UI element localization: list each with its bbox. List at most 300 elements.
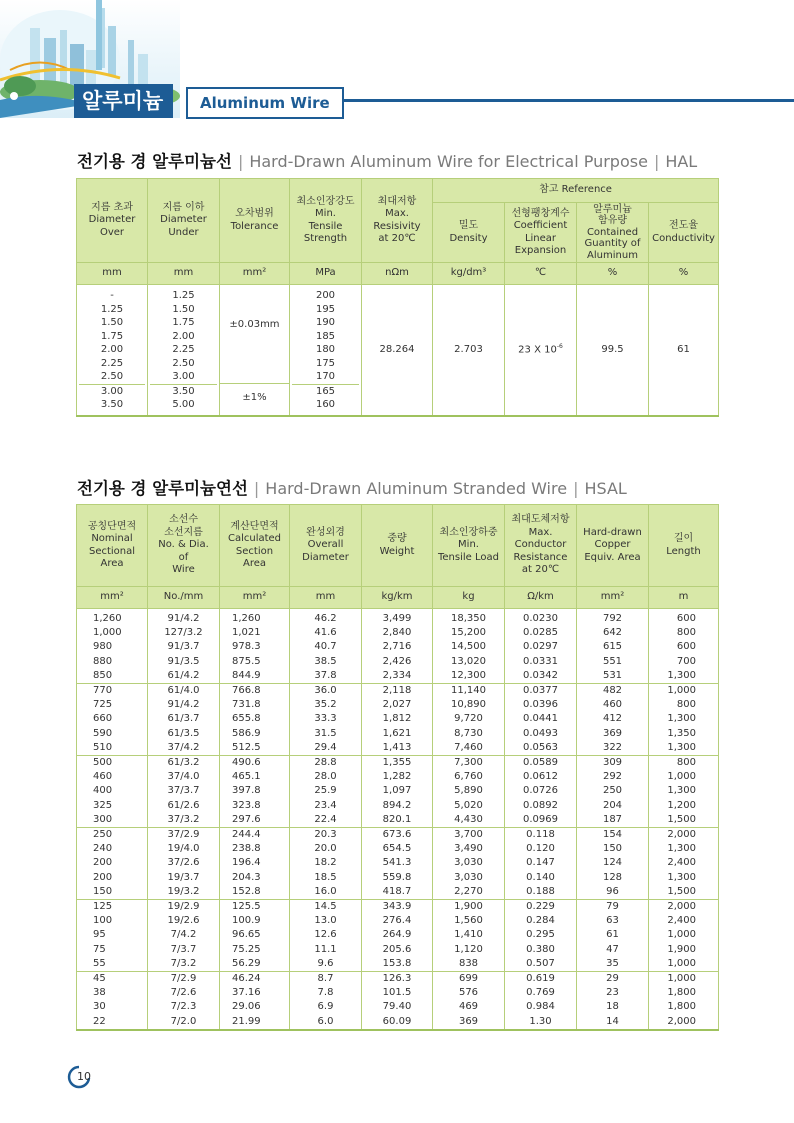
table-cell: 7/2.0 [148,1015,220,1030]
table-cell: 397.8 [220,784,290,798]
table-row [77,640,719,654]
table-row [77,756,719,771]
hal-header-aluminum: 알루미늄 함유량 Contained Guantity of Aluminum [577,203,649,263]
table-cell: 19/4.0 [148,842,220,856]
table-cell: 18.5 [290,871,362,885]
table-cell: 2,118 [362,684,433,699]
table-cell: 838 [433,957,505,972]
table-cell: 1,000 [649,972,719,987]
table-cell: 100 [77,914,148,928]
hal-cell: 195 [315,303,336,315]
table-cell: 23 [577,986,649,1000]
hal-header-density: 밀도 Density [433,203,505,263]
table-row [77,828,719,843]
table-cell: 1,097 [362,784,433,798]
table-cell: 323.8 [220,799,290,813]
table-cell: 79 [577,900,649,915]
hsal-header-resistance: 최대도체저항 Max. Conductor Resistance at 20℃ [505,505,577,587]
hsal-title-ko: 전기용 경 알루미늄연선 [77,479,248,498]
table-cell: 9.6 [290,957,362,972]
table-cell: 1,812 [362,712,433,726]
table-cell: 29.06 [220,1000,290,1014]
hal-conductivity: 61 [649,285,719,416]
hal-unit: nΩm [362,263,433,285]
table-cell: 875.5 [220,655,290,669]
table-cell: 0.140 [505,871,577,885]
table-cell: 41.6 [290,626,362,640]
table-cell: 541.3 [362,856,433,870]
table-cell: 205.6 [362,943,433,957]
table-cell: 14 [577,1015,649,1030]
table-cell: 850 [77,669,148,684]
table-cell: 46.24 [220,972,290,987]
table-cell: 3,700 [433,828,505,843]
table-row [77,900,719,915]
hal-dia-under-col [148,285,220,416]
table-cell: 2,400 [649,914,719,928]
hsal-section-title: 전기용 경 알루미늄연선 | Hard-Drawn Aluminum Stranded Wire | HSAL [77,479,627,498]
table-cell: 125 [77,900,148,915]
table-cell: 482 [577,684,649,699]
table-cell: 766.8 [220,684,290,699]
table-cell: 3,030 [433,871,505,885]
table-cell: 7,460 [433,741,505,756]
hsal-unit: No./mm [148,587,220,609]
table-cell: 0.147 [505,856,577,870]
table-cell: 6.0 [290,1015,362,1030]
hsal-title-code: HSAL [584,479,627,498]
hsal-unit: mm² [220,587,290,609]
table-cell: 0.0342 [505,669,577,684]
table-cell: 2,840 [362,626,433,640]
table-cell: 47 [577,943,649,957]
table-cell: 325 [77,799,148,813]
table-cell: 1.30 [505,1015,577,1030]
hal-cell: 165 [292,384,359,399]
table-cell: 642 [577,626,649,640]
hal-unit: mm [148,263,220,285]
hal-title-en: Hard-Drawn Aluminum Wire for Electrical Purpose [249,152,648,171]
table-row [77,655,719,669]
table-cell: 655.8 [220,712,290,726]
table-row [77,928,719,942]
hsal-unit: mm [290,587,362,609]
hsal-table [76,504,719,1031]
table-cell: 96 [577,885,649,900]
table-cell: 7/4.2 [148,928,220,942]
table-cell: 124 [577,856,649,870]
table-cell: 61/4.0 [148,684,220,699]
table-cell: 18.2 [290,856,362,870]
hal-expansion-base: 23 X 10 [518,344,557,356]
table-cell: 19/3.7 [148,871,220,885]
table-cell: 37/3.7 [148,784,220,798]
hal-cell: 185 [315,330,336,342]
table-cell: 37/4.0 [148,770,220,784]
table-cell: 2,716 [362,640,433,654]
table-cell: 1,300 [649,712,719,726]
table-cell: 7/2.3 [148,1000,220,1014]
hal-cell: 170 [315,371,336,382]
table-cell: 2,000 [649,828,719,843]
page-number: 10 [77,1070,91,1083]
table-row [77,813,719,828]
table-cell: 10,890 [433,698,505,712]
table-cell: 0.120 [505,842,577,856]
hal-header-resistivity: 최대저항 Max. Resisivity at 20℃ [362,179,433,263]
table-cell: 1,355 [362,756,433,771]
table-cell: 28.8 [290,756,362,771]
table-cell: 33.3 [290,712,362,726]
table-cell: 1,200 [649,799,719,813]
hal-cell: 2.25 [172,344,195,355]
table-cell: 240 [77,842,148,856]
hsal-header-tensile: 최소인장하중 Min. Tensile Load [433,505,505,587]
hal-header-dia-over: 지름 초과 Diameter Over [77,179,148,263]
table-row [77,986,719,1000]
hsal-unit: kg [433,587,505,609]
hal-unit: % [577,263,649,285]
table-cell: 2,000 [649,1015,719,1030]
table-cell: 1,350 [649,727,719,741]
table-cell: 844.9 [220,669,290,684]
table-cell: 590 [77,727,148,741]
table-row [77,972,719,987]
table-row [77,684,719,699]
table-cell: 0.0493 [505,727,577,741]
table-cell: 512.5 [220,741,290,756]
table-cell: 1,900 [649,943,719,957]
table-cell: 150 [77,885,148,900]
table-cell: 30 [77,1000,148,1014]
table-cell: 0.0396 [505,698,577,712]
table-cell: 12.6 [290,928,362,942]
table-cell: 1,900 [433,900,505,915]
table-cell: 126.3 [362,972,433,987]
table-cell: 3,490 [433,842,505,856]
table-cell: 0.0726 [505,784,577,798]
hal-cell: 1.25 [100,303,124,315]
table-cell: 14.5 [290,900,362,915]
table-cell: 7/2.9 [148,972,220,987]
table-row [77,609,719,627]
table-cell: 11.1 [290,943,362,957]
hal-cell: 1.50 [172,303,195,315]
table-cell: 20.3 [290,828,362,843]
table-row [77,712,719,726]
table-row [77,770,719,784]
table-cell: 127/3.2 [148,626,220,640]
table-cell: 8.7 [290,972,362,987]
hal-cell: 2.00 [100,344,124,355]
table-cell: 531 [577,669,649,684]
hal-aluminum: 99.5 [577,285,649,416]
table-cell: 1,000 [649,928,719,942]
table-cell: 37/2.6 [148,856,220,870]
table-cell: 37.16 [220,986,290,1000]
table-cell: 238.8 [220,842,290,856]
hal-cell: 3.00 [79,384,145,399]
table-cell: 19/2.9 [148,900,220,915]
table-row [77,698,719,712]
table-cell: 35 [577,957,649,972]
table-cell: 1,300 [649,741,719,756]
hal-cell: 3.50 [100,399,124,410]
table-cell: 36.0 [290,684,362,699]
table-cell: 75 [77,943,148,957]
table-cell: 1,282 [362,770,433,784]
table-cell: 18,350 [433,609,505,627]
table-cell: 0.0563 [505,741,577,756]
hal-unit: ℃ [505,263,577,285]
hal-cell: 5.00 [172,399,195,410]
table-row [77,957,719,972]
table-cell: 11,140 [433,684,505,699]
hal-cell: 1.75 [172,317,195,328]
hal-header-conductivity: 전도율 Conductivity [649,203,719,263]
table-row [77,914,719,928]
table-cell: 4,430 [433,813,505,828]
table-cell: 576 [433,986,505,1000]
table-row [77,943,719,957]
table-cell: 0.380 [505,943,577,957]
table-cell: 490.6 [220,756,290,771]
table-cell: 297.6 [220,813,290,828]
table-cell: 19/3.2 [148,885,220,900]
table-cell: 264.9 [362,928,433,942]
hal-cell: 180 [315,344,336,355]
table-cell: 60.09 [362,1015,433,1030]
hal-unit: MPa [290,263,362,285]
hal-header-expansion: 선형팽창계수 Coefficient Linear Expansion [505,203,577,263]
table-cell: 0.0230 [505,609,577,627]
table-cell: 7/3.7 [148,943,220,957]
hal-cell: 3.50 [150,384,217,399]
table-cell: 196.4 [220,856,290,870]
table-cell: 21.99 [220,1015,290,1030]
hal-cell: 190 [315,317,336,328]
table-cell: 16.0 [290,885,362,900]
table-row [77,1015,719,1030]
table-cell: 8,730 [433,727,505,741]
table-cell: 0.0612 [505,770,577,784]
table-cell: 61 [577,928,649,942]
table-cell: 412 [577,712,649,726]
hal-cell: 3.00 [172,371,195,382]
table-cell: 400 [77,784,148,798]
table-cell: 3,030 [433,856,505,870]
table-cell: 460 [577,698,649,712]
table-cell: 460 [77,770,148,784]
table-cell: 0.984 [505,1000,577,1014]
table-row [77,626,719,640]
table-cell: 75.25 [220,943,290,957]
table-cell: 800 [649,626,719,640]
table-cell: 61/2.6 [148,799,220,813]
table-cell: 2,000 [649,900,719,915]
table-cell: 7,300 [433,756,505,771]
hal-expansion [505,285,577,416]
table-cell: 12,300 [433,669,505,684]
table-cell: 0.295 [505,928,577,942]
table-cell: 250 [77,828,148,843]
table-row [77,784,719,798]
table-cell: 125.5 [220,900,290,915]
table-cell: 7/2.6 [148,986,220,1000]
hal-cell: 2.50 [172,357,195,369]
table-cell: 22 [77,1015,148,1030]
table-row [77,885,719,900]
table-row [77,842,719,856]
table-cell: 100.9 [220,914,290,928]
table-cell: 0.0441 [505,712,577,726]
table-cell: 469 [433,1000,505,1014]
table-cell: 0.0377 [505,684,577,699]
hsal-header-weight: 중량 Weight [362,505,433,587]
table-cell: 128 [577,871,649,885]
table-cell: 9,720 [433,712,505,726]
table-cell: 29 [577,972,649,987]
hal-cell: 200 [315,290,336,301]
hsal-header-nominal: 공칭단면적 Nominal Sectional Area [77,505,148,587]
table-cell: 46.2 [290,609,362,627]
table-cell: 1,300 [649,842,719,856]
table-cell: 61/3.5 [148,727,220,741]
table-cell: 369 [433,1015,505,1030]
table-cell: 0.0589 [505,756,577,771]
table-cell: 25.9 [290,784,362,798]
table-cell: 700 [649,655,719,669]
table-cell: 61/3.7 [148,712,220,726]
table-cell: 1,413 [362,741,433,756]
table-cell: 14,500 [433,640,505,654]
table-cell: 0.118 [505,828,577,843]
table-cell: 1,120 [433,943,505,957]
table-cell: 2,027 [362,698,433,712]
table-cell: 0.284 [505,914,577,928]
table-cell: 96.65 [220,928,290,942]
table-cell: 37.8 [290,669,362,684]
table-cell: 894.2 [362,799,433,813]
hal-cell: 1.25 [172,290,195,301]
header-rule [330,99,794,102]
table-cell: 204.3 [220,871,290,885]
table-cell: 1,300 [649,871,719,885]
hal-cell: 1.50 [100,317,124,328]
table-cell: 1,560 [433,914,505,928]
table-cell: 615 [577,640,649,654]
hal-cell: - [110,290,114,301]
hal-cell: 175 [315,357,336,369]
table-cell: 7/3.2 [148,957,220,972]
table-row [77,669,719,684]
table-cell: 150 [577,842,649,856]
table-cell: 28.0 [290,770,362,784]
table-cell: 5,890 [433,784,505,798]
table-cell: 61/3.2 [148,756,220,771]
table-cell: 1,800 [649,986,719,1000]
table-cell: 200 [77,856,148,870]
table-cell: 880 [77,655,148,669]
table-cell: 13.0 [290,914,362,928]
table-cell: 731.8 [220,698,290,712]
hal-cell: 2.50 [100,371,124,382]
table-cell: 654.5 [362,842,433,856]
table-cell: 153.8 [362,957,433,972]
table-cell: 6.9 [290,1000,362,1014]
table-row [77,856,719,870]
table-cell: 1,000 [649,770,719,784]
table-cell: 63 [577,914,649,928]
hal-header-tolerance: 오차범위 Tolerance [220,179,290,263]
table-cell: 45 [77,972,148,987]
table-cell: 55 [77,957,148,972]
table-cell: 31.5 [290,727,362,741]
table-cell: 91/4.2 [148,609,220,627]
table-cell: 600 [649,640,719,654]
table-cell: 91/4.2 [148,698,220,712]
table-cell: 1,300 [649,669,719,684]
table-cell: 37/2.9 [148,828,220,843]
table-cell: 37/3.2 [148,813,220,828]
hal-tolerance-col [220,285,290,416]
hal-dia-over-col [77,285,148,416]
table-cell: 510 [77,741,148,756]
hal-title-ko: 전기용 경 알루미늄선 [77,152,232,171]
table-cell: 800 [649,756,719,771]
table-cell: 322 [577,741,649,756]
table-cell: 250 [577,784,649,798]
table-row [77,799,719,813]
hsal-unit: mm² [577,587,649,609]
hsal-unit: Ω/km [505,587,577,609]
hal-unit: % [649,263,719,285]
table-cell: 978.3 [220,640,290,654]
table-cell: 56.29 [220,957,290,972]
hal-cell: 2.00 [172,330,195,342]
hsal-header-wires: 소선수 소선지름 No. & Dia. of Wire [148,505,220,587]
table-cell: 35.2 [290,698,362,712]
hal-cell: 2.25 [100,357,124,369]
table-cell: 800 [649,698,719,712]
table-cell: 6,760 [433,770,505,784]
table-cell: 1,000 [649,957,719,972]
table-cell: 418.7 [362,885,433,900]
table-cell: 29.4 [290,741,362,756]
table-cell: 1,621 [362,727,433,741]
table-cell: 0.188 [505,885,577,900]
header-title-en: Aluminum Wire [186,87,344,119]
table-cell: 2,426 [362,655,433,669]
table-cell: 18 [577,1000,649,1014]
table-cell: 95 [77,928,148,942]
table-cell: 19/2.6 [148,914,220,928]
table-cell: 792 [577,609,649,627]
table-cell: 725 [77,698,148,712]
table-cell: 300 [77,813,148,828]
table-cell: 22.4 [290,813,362,828]
table-cell: 1,021 [220,626,290,640]
table-cell: 309 [577,756,649,771]
table-cell: 13,020 [433,655,505,669]
table-cell: 343.9 [362,900,433,915]
table-cell: 1,000 [77,626,148,640]
table-cell: 0.769 [505,986,577,1000]
table-cell: 0.229 [505,900,577,915]
table-cell: 0.0285 [505,626,577,640]
table-cell: 1,260 [77,609,148,627]
table-cell: 586.9 [220,727,290,741]
